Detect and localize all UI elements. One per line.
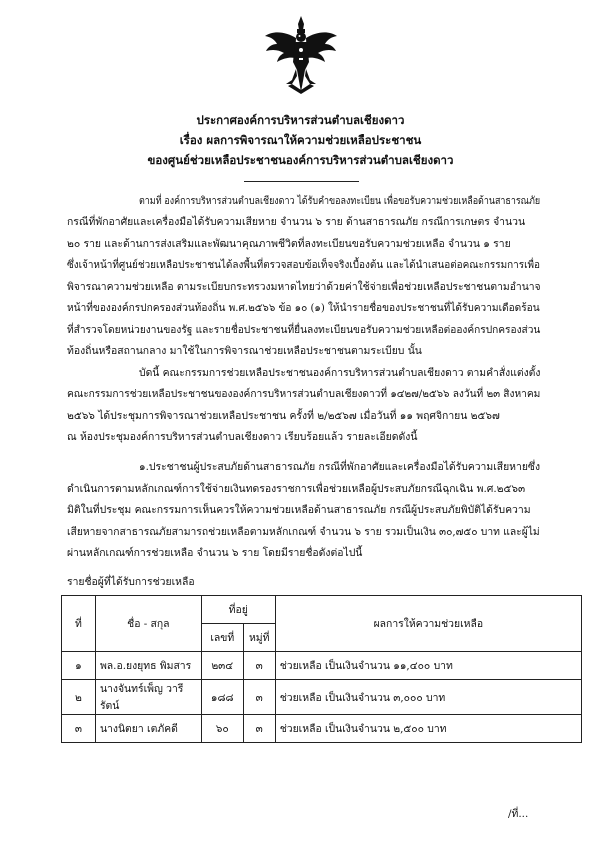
announcement-issuer: ของศูนย์ช่วยเหลือประชาชนองค์การบริหารส่วนตำบลเชียงดาว <box>147 153 454 167</box>
paragraph-line: พิจารณาความช่วยเหลือ ตามระเบียบกระทรวงมหาดไทยว่าด้วยค่าใช้จ่ายเพื่อช่วยเหลือประชาชนตามอำนาจ <box>67 281 541 293</box>
row-result: ช่วยเหลือ เป็นเงินจำนวน ๑๑,๔๐๐ บาท <box>275 652 581 680</box>
table-row <box>62 652 582 680</box>
row-no: ๓ <box>62 715 96 743</box>
paragraph-line: ๒๐ ราย และด้านการส่งเสริมและพัฒนาคุณภาพชีวิตที่ลงทะเบียนขอรับความช่วยเหลือ จำนวน ๑ ราย <box>67 238 511 250</box>
header-result: ผลการให้ความช่วยเหลือ <box>275 596 581 652</box>
announcement-title: ประกาศองค์การบริหารส่วนตำบลเชียงดาว <box>196 113 405 127</box>
paragraph-line: ๒๕๖๖ ได้ประชุมการพิจารณาช่วยเหลือประชาชน ครั้งที่ ๒/๒๕๖๗ เมื่อวันที่ ๑๑ พฤศจิกายน ๒๕๖๗ <box>67 410 500 422</box>
row-result: ช่วยเหลือ เป็นเงินจำนวน ๓,๐๐๐ บาท <box>275 680 581 715</box>
paragraph-line: ท้องถิ่นหรือสถานกลาง มาใช้ในการพิจารณาช่วยเหลือประชาชนตามระเบียบ นั้น <box>67 345 422 357</box>
beneficiary-table <box>61 595 582 743</box>
paragraph-line: หน้าที่ขององค์กรปกครองส่วนท้องถิ่น พ.ศ.๒๕๖๖ ข้อ ๑๐ (๑) ให้นำรายชื่อของประชาชนที่ได้รับความเดือดร้อน <box>67 302 540 314</box>
paragraph-line: ดำเนินการตามหลักเกณฑ์การใช้จ่ายเงินทดรองราชการเพื่อช่วยเหลือผู้ประสบภัยกรณีฉุกเฉิน พ.ศ.๒๕๖๓ <box>67 483 526 495</box>
paragraph-line: บัดนี้ คณะกรรมการช่วยเหลือประชาชนองค์การบริหารส่วนตำบลเชียงดาว ตามคำสั่งแต่งตั้ง <box>139 367 541 379</box>
paragraph-line: เสียหายจากสาธารณภัยสามารถช่วยเหลือตามหลักเกณฑ์ จำนวน ๖ ราย รวมเป็นเงิน ๓๐,๗๕๐ บาท และผู้ไม่ <box>67 526 540 538</box>
row-no: ๑ <box>62 652 96 680</box>
row-village-no: ๓ <box>243 652 275 680</box>
announcement-subject: เรื่อง ผลการพิจารณาให้ความช่วยเหลือประชาชน <box>179 133 422 147</box>
paragraph-line: ๑.ประชาชนผู้ประสบภัยด้านสาธารณภัย กรณีที่พักอาศัยและเครื่องมือได้รับความเสียหายซึ่ง <box>139 461 541 473</box>
header-address: ที่อยู่ <box>201 596 275 624</box>
header-no: ที่ <box>62 596 96 652</box>
header-divider <box>244 181 359 182</box>
table-row <box>62 715 582 743</box>
page-continuation: /ที่... <box>508 808 529 820</box>
paragraph-line: มิติในที่ประชุม คณะกรรมการเห็นควรให้ความช่วยเหลือด้านสาธารณภัย กรณีผู้ประสบภัยพิบัติได้รับความ <box>67 504 531 516</box>
row-house-no: ๑๘๘ <box>201 680 243 715</box>
paragraph-line: ตามที่ องค์การบริหารส่วนตำบลเชียงดาว ได้รับคำขอลงทะเบียน เพื่อขอรับความช่วยเหลือด้านสาธารณภัย <box>139 195 541 207</box>
row-village-no: ๓ <box>243 715 275 743</box>
paragraph-line: ที่สำรวจโดยหน่วยงานของรัฐ และรายชื่อประชาชนที่ยื่นลงทะเบียนขอรับความช่วยเหลือต่อองค์กรปกครองส่วน <box>67 324 541 336</box>
row-village-no: ๓ <box>243 680 275 715</box>
row-house-no: ๖๐ <box>201 715 243 743</box>
row-no: ๒ <box>62 680 96 715</box>
paragraph-line: ซึ่งเจ้าหน้าที่ศูนย์ช่วยเหลือประชาชนได้ลงพื้นที่ตรวจสอบข้อเท็จจริงเบื้องต้น และได้นำเสนอต่อคณะกรรมการเพื่อ <box>67 259 540 271</box>
garuda-emblem-icon <box>262 14 340 96</box>
row-house-no: ๒๓๔ <box>201 652 243 680</box>
header-village-no: หมู่ที่ <box>243 624 275 652</box>
header-name: ชื่อ - สกุล <box>95 596 201 652</box>
table-header-row <box>62 596 582 624</box>
beneficiary-list-title: รายชื่อผู้ที่ได้รับการช่วยเหลือ <box>67 576 195 588</box>
table-row <box>62 680 582 715</box>
header-house-no: เลขที่ <box>201 624 243 652</box>
row-name: นางจันทร์เพ็ญ วารีรัตน์ <box>95 680 201 715</box>
paragraph-line: ณ ห้องประชุมองค์การบริหารส่วนตำบลเชียงดาว เรียบร้อยแล้ว รายละเอียดดังนี้ <box>67 431 418 443</box>
row-result: ช่วยเหลือ เป็นเงินจำนวน ๒,๕๐๐ บาท <box>275 715 581 743</box>
paragraph-line: คณะกรรมการช่วยเหลือประชาชนขององค์การบริหารส่วนตำบลเชียงดาวที่ ๑๔๒๗/๒๕๖๖ ลงวันที่ ๒๓ สิงหาคม <box>67 388 541 400</box>
paragraph-line: ผ่านหลักเกณฑ์การช่วยเหลือ จำนวน ๖ ราย โดยมีรายชื่อดังต่อไปนี้ <box>67 547 363 559</box>
paragraph-line: กรณีที่พักอาศัยและเครื่องมือได้รับความเสียหาย จำนวน ๖ ราย ด้านสาธารณภัย กรณีการเกษตร จำนวน <box>67 216 526 228</box>
row-name: พล.อ.ยงยุทธ พิมสาร <box>95 652 201 680</box>
row-name: นางนิตยา เตภัคดี <box>95 715 201 743</box>
